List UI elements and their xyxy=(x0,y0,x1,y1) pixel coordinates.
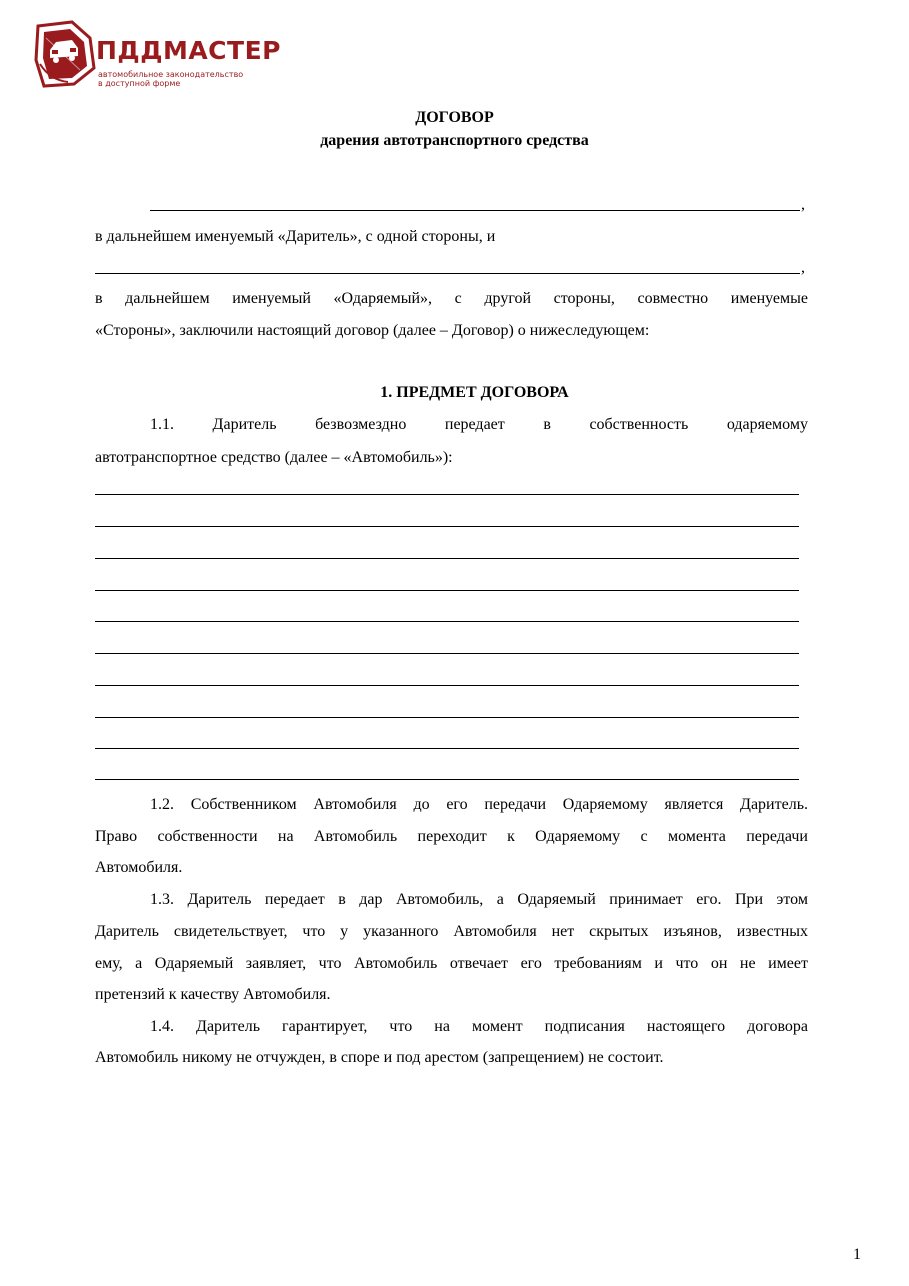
vehicle-blank-line xyxy=(95,748,799,749)
party2-blank-line xyxy=(95,273,800,274)
vehicle-blank-line xyxy=(95,621,799,622)
party1-blank-line xyxy=(150,210,800,211)
logo-tagline-line1: автомобильное законодательство xyxy=(98,70,244,79)
car-shield-icon xyxy=(30,20,100,88)
p1-2-line2: Право собственности на Автомобиль переходит к Одаряемому с момента передачи xyxy=(95,828,808,845)
vehicle-blank-line xyxy=(95,779,799,780)
p1-3-line1: 1.3. Даритель передает в дар Автомобиль, а Одаряемый принимает его. При этом xyxy=(150,891,808,908)
vehicle-blank-line xyxy=(95,494,799,495)
vehicle-blank-line xyxy=(95,717,799,718)
p1-4-line2: Автомобиль никому не отчужден, в споре и под арестом (запрещением) не состоит. xyxy=(95,1049,664,1066)
logo-tagline xyxy=(98,70,268,88)
p1-3-line3: ему, а Одаряемый заявляет, что Автомобиль отвечает его требованиям и что он не имеет xyxy=(95,955,808,972)
logo xyxy=(30,20,290,90)
p1-4-line1: 1.4. Даритель гарантирует, что на момент подписания настоящего договора xyxy=(150,1018,808,1035)
p1-3-line2: Даритель свидетельствует, что у указанного Автомобиля нет скрытых изъянов, известных xyxy=(95,923,808,940)
p1-1-line1: 1.1. Даритель безвозмездно передает в собственность одаряемому xyxy=(150,416,808,433)
section1-heading: 1. ПРЕДМЕТ ДОГОВОРА xyxy=(380,384,569,401)
p1-1-line2: автотранспортное средство (далее – «Автомобиль»): xyxy=(95,449,453,466)
party1-comma: , xyxy=(801,196,805,213)
document-subtitle: дарения автотранспортного средства xyxy=(320,132,589,149)
party2-text-line1: в дальнейшем именуемый «Одаряемый», с другой стороны, совместно именуемые xyxy=(95,290,808,307)
vehicle-blank-line xyxy=(95,685,799,686)
vehicle-blank-line xyxy=(95,653,799,654)
document-title: ДОГОВОР xyxy=(415,109,494,126)
vehicle-blank-line xyxy=(95,526,799,527)
page-number: 1 xyxy=(853,1246,861,1263)
logo-tagline-line2: в доступной форме xyxy=(98,79,181,88)
p1-2-line1: 1.2. Собственником Автомобиля до его передачи Одаряемому является Даритель. xyxy=(150,796,808,813)
p1-2-line3: Автомобиля. xyxy=(95,859,183,876)
party1-text: в дальнейшем именуемый «Даритель», с одной стороны, и xyxy=(95,228,496,245)
vehicle-blank-line xyxy=(95,590,799,591)
logo-name: ПДДМАСТЕР xyxy=(96,36,281,65)
party2-text-line2: «Стороны», заключили настоящий договор (далее – Договор) о нижеследующем: xyxy=(95,322,650,339)
party2-comma: , xyxy=(801,259,805,276)
vehicle-blank-line xyxy=(95,558,799,559)
p1-3-line4: претензий к качеству Автомобиля. xyxy=(95,986,331,1003)
